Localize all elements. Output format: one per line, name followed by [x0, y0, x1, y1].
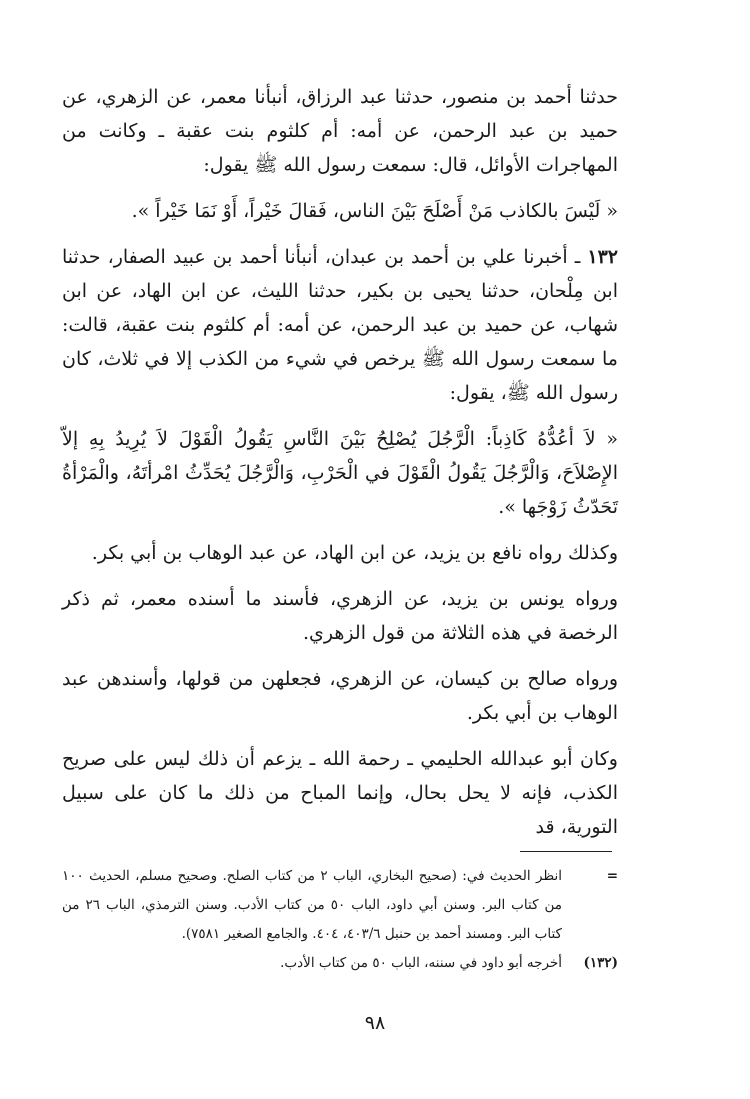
- hadith-text-1: « لَيْسَ بالكاذب مَنْ أَصْلَحَ بَيْنَ الناس، فَقالَ خَيْراً، أَوْ نَمَا خَيْراً ».: [131, 200, 618, 222]
- footnote-mark: =: [606, 868, 618, 884]
- footnote-text: أخرجه أبو داود في سننه، الباب ٥٠ من كتاب الأدب.: [280, 955, 562, 971]
- hadith-number: ١٣٢: [587, 246, 619, 268]
- footnotes: [62, 862, 618, 978]
- isnad-text-132: ـ أخبرنا علي بن أحمد بن عبدان، أنبأنا أحمد بن عبيد الصفار، حدثنا ابن مِلْحان، حدثنا يحيى بن بكير، حدثنا الليث، عن ابن الهاد، عن ابن شهاب، عن حميد بن عبد الرحمن، عن أمه: أم كلثوم بنت عقبة، قالت: ما سمعت رسول الله ﷺ يرخص في شيء من الكذب إلا في ثلاث، كان رسول الله ﷺ، يقول:: [62, 246, 618, 404]
- footnote-continuation: [62, 862, 618, 949]
- hadith-text-132: « لاَ أعُدُّهُ كَاذِباً: الْرَّجُلَ يُصْلِحُ بَيْنَ النَّاسِ يَقُولُ الْقَوْلَ لاَ يُرِيدُ بِهِ إلاّ الإِصْلاَحَ، وَالْرَّجُلَ يَقُولُ الْقَوْلَ في الْحَرْبِ، وَالْرَّجُلَ يُحَدِّثُ امْرأتَهُ، والْمَرْأةُ تَحَدّثُ زَوْجَها ».: [62, 428, 618, 518]
- page-number: ٩٨: [364, 1012, 386, 1034]
- footnote-divider: [520, 851, 612, 852]
- paragraph-hadith-132: [62, 240, 618, 410]
- footnote-text: انظر الحديث في: (صحيح البخاري، الباب ٢ من كتاب الصلح. وصحيح مسلم، الحديث ١٠٠ من كتاب البر. وسنن أبي داود، الباب ٥٠ من كتاب الأدب. وسنن الترمذي، الباب ٢٦ من كتاب البر. ومسند أحمد بن حنبل ٤٠٣/٦، ٤٠٤. والجامع الصغير ٧٥٨١).: [62, 868, 562, 942]
- paragraph-isnad-1: حدثنا أحمد بن منصور، حدثنا عبد الرزاق، أنبأنا معمر، عن الزهري، عن حميد بن عبد الرحمن، عن أمه: أم كلثوم بنت عقبة ـ وكانت من المهاجرات الأوائل، قال: سمعت رسول الله ﷺ يقول:: [62, 86, 618, 176]
- footnote-mark: (١٣٢): [583, 955, 618, 971]
- paragraph-yunus: ورواه يونس بن يزيد، عن الزهري، فأسند ما أسنده معمر، ثم ذكر الرخصة في هذه الثلاثة من قول الزهري.: [62, 588, 618, 644]
- main-text: [62, 80, 618, 844]
- footnote-132: [62, 949, 618, 978]
- paragraph-halimi: وكان أبو عبدالله الحليمي ـ رحمة الله ـ يزعم أن ذلك ليس على صريح الكذب، فإنه لا يحل بحال، وإنما المباح من ذلك ما كان على سبيل التورية، قد: [62, 748, 618, 838]
- paragraph-nafi: وكذلك رواه نافع بن يزيد، عن ابن الهاد، عن عبد الوهاب بن أبي بكر.: [91, 542, 618, 564]
- paragraph-salih: ورواه صالح بن كيسان، عن الزهري، فجعلهن من قولها، وأسندهن عبد الوهاب بن أبي بكر.: [62, 668, 618, 724]
